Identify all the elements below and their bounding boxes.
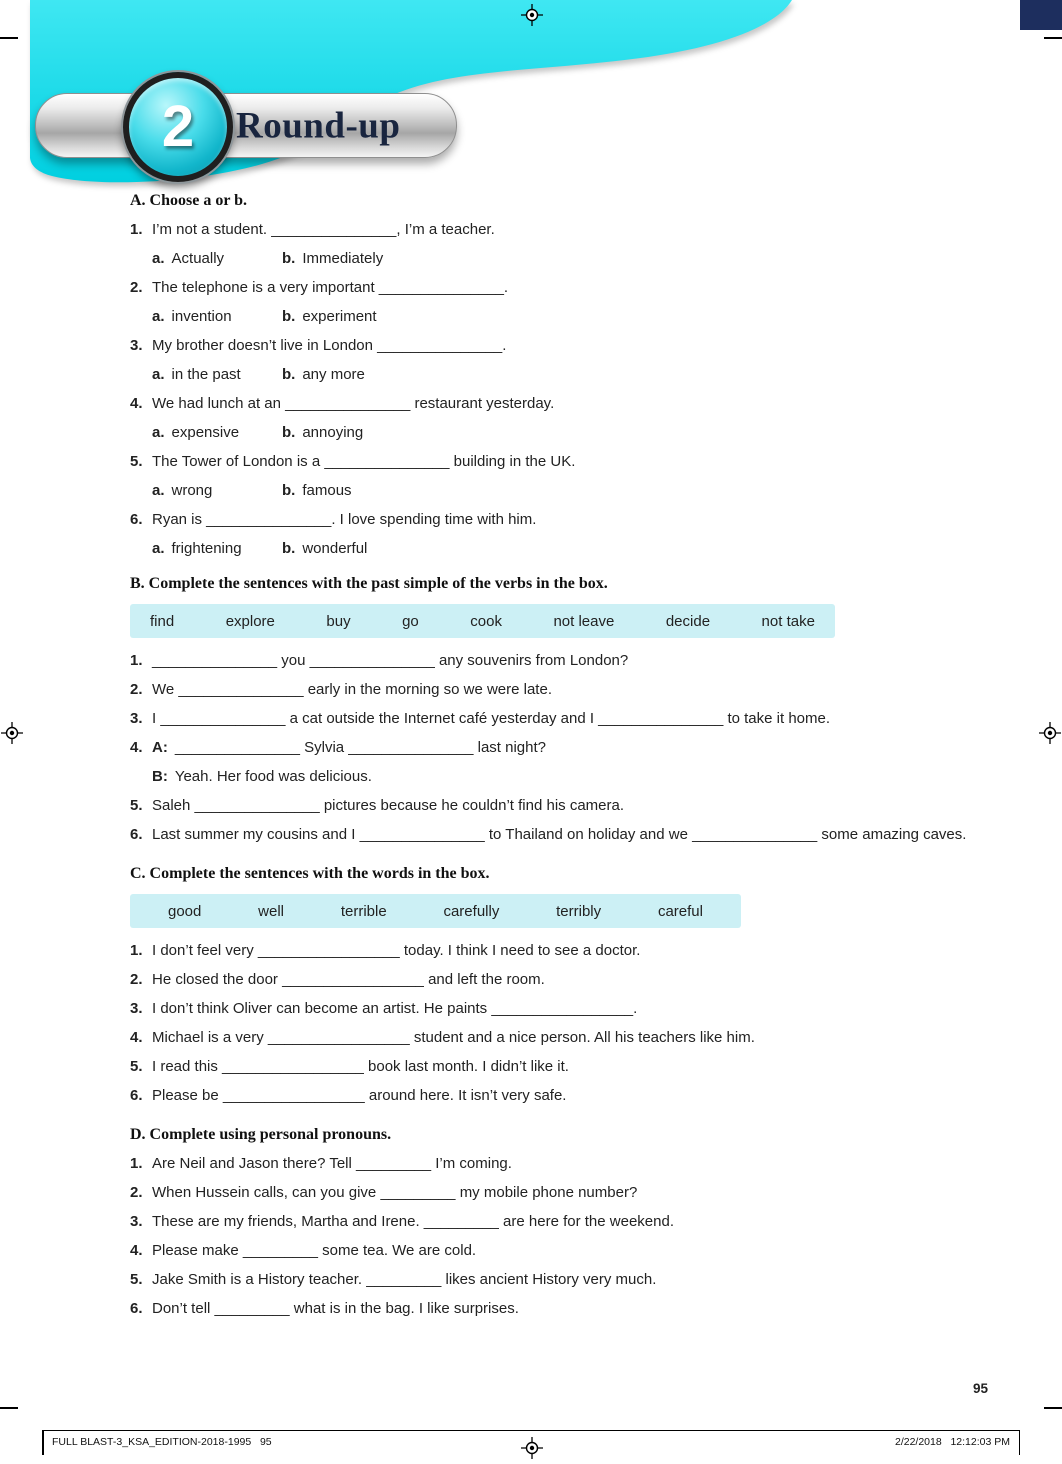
item-number: 4.	[130, 739, 143, 756]
item-number: 2.	[130, 279, 143, 296]
word-box-item: buy	[326, 612, 351, 630]
word-box-item: go	[402, 612, 419, 630]
exercise-a-options	[130, 418, 975, 447]
item-text: _______________ Sylvia _______________ last night?	[174, 739, 546, 756]
verb-word-box	[130, 604, 835, 638]
item-number: 1.	[130, 942, 143, 959]
exercise-d-item	[130, 1207, 975, 1236]
option-a-label: a.	[152, 540, 165, 557]
registration-mark-icon	[521, 4, 543, 26]
option-b-text: wonderful	[302, 540, 368, 557]
item-text: We _______________ early in the morning so we were late.	[152, 681, 552, 698]
exercise-b-item	[130, 762, 975, 791]
exercise-b-item	[130, 646, 975, 675]
registration-mark-icon	[521, 1437, 543, 1459]
exercise-a-options	[130, 476, 975, 505]
word-box-item: find	[150, 612, 175, 630]
word-box-item: cook	[470, 612, 502, 630]
crop-mark	[0, 37, 18, 39]
exercise-c-item	[130, 965, 975, 994]
exercise-a-options	[130, 534, 975, 563]
item-number: 1.	[130, 1155, 143, 1172]
item-sentence	[152, 762, 975, 791]
option-b-text: famous	[302, 482, 352, 499]
item-number: 6.	[130, 511, 143, 528]
item-number: 3.	[130, 1213, 143, 1230]
option-a-label: a.	[152, 366, 165, 383]
footer-file-info: FULL BLAST-3_KSA_EDITION-2018-1995 95	[52, 1436, 272, 1448]
exercise-d-item	[130, 1236, 975, 1265]
option-b	[282, 476, 352, 505]
section-b-heading: B. Complete the sentences with the past simple of the verbs in the box.	[130, 575, 608, 592]
item-text: _______________ you _______________ any souvenirs from London?	[152, 652, 629, 669]
item-sentence: We had lunch at an _______________ restaurant yesterday.	[152, 395, 555, 412]
footer-tick	[42, 1431, 44, 1455]
section-a-heading: A. Choose a or b.	[130, 192, 248, 209]
item-number: 2.	[130, 1184, 143, 1201]
exercise-c-item	[130, 1023, 975, 1052]
unit-badge	[123, 72, 233, 182]
item-number: 3.	[130, 1000, 143, 1017]
page-title: Round-up	[236, 105, 401, 146]
page-edge-tab	[1020, 0, 1062, 30]
crop-mark	[1044, 37, 1062, 39]
item-sentence: Jake Smith is a History teacher. _________ likes ancient History very much.	[152, 1271, 657, 1288]
item-text: Last summer my cousins and I _______________ to Thailand on holiday and we _______________ some amazing caves.	[152, 826, 967, 843]
option-b	[282, 534, 367, 563]
item-number: 1.	[130, 652, 143, 669]
option-a-text: frightening	[171, 540, 242, 557]
item-text: I _______________ a cat outside the Internet café yesterday and I _______________ to take it home.	[152, 710, 831, 727]
word-box-item: terribly	[556, 902, 602, 920]
item-sentence: These are my friends, Martha and Irene. _________ are here for the weekend.	[152, 1213, 674, 1230]
item-text: Saleh _______________ pictures because he couldn’t find his camera.	[152, 797, 625, 814]
option-a-label: a.	[152, 250, 165, 267]
exercise-d-item	[130, 1265, 975, 1294]
item-sentence: Don’t tell _________ what is in the bag. I like surprises.	[152, 1300, 519, 1317]
exercise-b-item	[130, 820, 975, 849]
word-box-item: good	[168, 902, 202, 920]
item-number: 4.	[130, 1242, 143, 1259]
exercise-d-item	[130, 1149, 975, 1178]
item-number: 6.	[130, 1300, 143, 1317]
item-sentence: I’m not a student. _______________, I’m a teacher.	[152, 221, 495, 238]
item-number: 3.	[130, 710, 143, 727]
exercise-c-item	[130, 936, 975, 965]
exercise-a-options	[130, 302, 975, 331]
footer-timestamp: 2/22/2018 12:12:03 PM	[894, 1436, 1010, 1448]
option-b-label: b.	[282, 366, 296, 383]
option-b-text: annoying	[302, 424, 364, 441]
option-a	[152, 360, 282, 389]
option-b-text: experiment	[302, 308, 377, 325]
option-a-label: a.	[152, 482, 165, 499]
option-a	[152, 302, 282, 331]
word-box-item: explore	[225, 612, 275, 630]
word-box-item: not leave	[553, 612, 615, 630]
word-box-item: carefully	[443, 902, 500, 920]
exercise-a-item	[130, 505, 975, 534]
item-sentence	[152, 675, 975, 704]
exercise-b-item	[130, 675, 975, 704]
exercise-b-item	[130, 733, 975, 762]
item-sentence: I don’t think Oliver can become an artist. He paints _________________.	[152, 1000, 638, 1017]
item-number: 3.	[130, 337, 143, 354]
word-box-item: well	[258, 902, 285, 920]
option-b-label: b.	[282, 424, 296, 441]
item-number: 6.	[130, 826, 143, 843]
item-sentence	[152, 646, 975, 675]
item-number: 2.	[130, 681, 143, 698]
item-sentence: The telephone is a very important _______________.	[152, 279, 509, 296]
option-a-text: expensive	[171, 424, 240, 441]
option-b	[282, 360, 365, 389]
item-sentence: Please be _________________ around here. It isn’t very safe.	[152, 1087, 567, 1104]
exercise-content	[130, 186, 975, 1323]
option-b-label: b.	[282, 540, 296, 557]
option-a-text: in the past	[171, 366, 241, 383]
item-sentence	[152, 820, 975, 849]
exercise-b-item	[130, 704, 975, 733]
option-b-label: b.	[282, 308, 296, 325]
item-sentence	[152, 704, 975, 733]
exercise-d-item	[130, 1294, 975, 1323]
item-sentence: Please make _________ some tea. We are cold.	[152, 1242, 477, 1259]
exercise-a-item	[130, 389, 975, 418]
item-number: 6.	[130, 1087, 143, 1104]
unit-number: 2	[161, 94, 195, 159]
exercise-a-item	[130, 331, 975, 360]
exercise-c-item	[130, 1081, 975, 1110]
exercise-a-item	[130, 447, 975, 476]
option-b	[282, 302, 377, 331]
exercise-c-item	[130, 1052, 975, 1081]
option-b-text: any more	[302, 366, 365, 383]
word-box-item: careful	[657, 902, 703, 920]
item-sentence: Are Neil and Jason there? Tell _________ I’m coming.	[152, 1155, 512, 1172]
word-box-item: decide	[665, 612, 711, 630]
option-a-text: invention	[171, 308, 232, 325]
item-number: 2.	[130, 971, 143, 988]
item-sentence	[152, 733, 975, 762]
item-sentence: I don’t feel very _________________ today. I think I need to see a doctor.	[152, 942, 641, 959]
exercise-a-options	[130, 360, 975, 389]
title-banner	[35, 93, 457, 158]
option-b-text: Immediately	[302, 250, 384, 267]
item-sentence: He closed the door _________________ and left the room.	[152, 971, 545, 988]
word-box-item: not take	[761, 612, 815, 630]
footer-tick	[1019, 1431, 1021, 1455]
item-sentence: My brother doesn’t live in London _______________.	[152, 337, 507, 354]
section-c-heading: C. Complete the sentences with the words in the box.	[130, 865, 490, 882]
word-box-item: terrible	[340, 902, 387, 920]
option-a-text: Actually	[171, 250, 225, 267]
item-sentence: When Hussein calls, can you give _________ my mobile phone number?	[152, 1184, 638, 1201]
item-text: Yeah. Her food was delicious.	[174, 768, 372, 785]
option-a	[152, 534, 282, 563]
item-sentence: I read this _________________ book last month. I didn’t like it.	[152, 1058, 569, 1075]
section-d-heading: D. Complete using personal pronouns.	[130, 1126, 392, 1143]
registration-mark-icon	[1039, 722, 1061, 744]
item-number	[130, 762, 152, 791]
item-number: 1.	[130, 221, 143, 238]
crop-mark	[0, 1407, 18, 1409]
option-b-label: b.	[282, 482, 296, 499]
option-a	[152, 476, 282, 505]
registration-mark-icon	[1, 722, 23, 744]
option-a-label: a.	[152, 424, 165, 441]
exercise-b-item	[130, 791, 975, 820]
speaker-label: A:	[152, 739, 168, 756]
exercise-c-item	[130, 994, 975, 1023]
item-sentence: Ryan is _______________. I love spending time with him.	[152, 511, 537, 528]
exercise-a-item	[130, 273, 975, 302]
exercise-a-item	[130, 215, 975, 244]
item-number: 5.	[130, 1058, 143, 1075]
item-sentence	[152, 791, 975, 820]
speaker-label: B:	[152, 768, 168, 785]
option-b	[282, 244, 383, 273]
option-b-label: b.	[282, 250, 296, 267]
page-number: 95	[972, 1381, 988, 1396]
item-number: 5.	[130, 1271, 143, 1288]
option-a-label: a.	[152, 308, 165, 325]
exercise-d-item	[130, 1178, 975, 1207]
item-number: 5.	[130, 797, 143, 814]
adjective-adverb-word-box	[130, 894, 741, 928]
item-number: 4.	[130, 1029, 143, 1046]
item-number: 5.	[130, 453, 143, 470]
option-a	[152, 418, 282, 447]
crop-mark	[1044, 1407, 1062, 1409]
item-number: 4.	[130, 395, 143, 412]
item-sentence: The Tower of London is a _______________ building in the UK.	[152, 453, 576, 470]
option-a-text: wrong	[171, 482, 213, 499]
option-a	[152, 244, 282, 273]
item-sentence: Michael is a very _________________ student and a nice person. All his teachers like him.	[152, 1029, 755, 1046]
exercise-a-options	[130, 244, 975, 273]
option-b	[282, 418, 363, 447]
